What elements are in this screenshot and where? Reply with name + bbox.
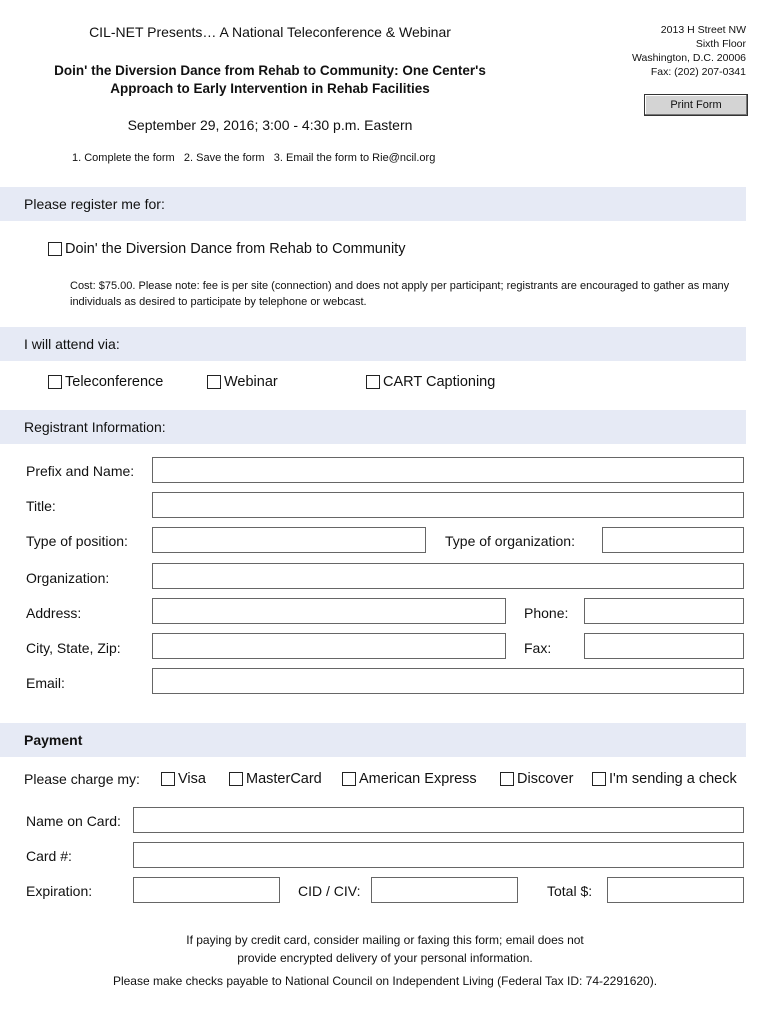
presents-heading: CIL-NET Presents… A National Teleconference & Webinar [89, 24, 451, 40]
position-type-field[interactable] [152, 527, 426, 553]
cart-captioning-label: CART Captioning [383, 374, 496, 390]
city-state-zip-field[interactable] [152, 633, 506, 659]
fax-label: Fax: [524, 640, 552, 656]
email-field[interactable] [152, 668, 744, 694]
email-label: Email: [26, 675, 65, 691]
address-label: Address: [26, 605, 82, 621]
register-option[interactable] [48, 241, 405, 257]
organization-field[interactable] [152, 563, 744, 589]
registrant-section-heading: Registrant Information: [0, 410, 746, 444]
payment-visa[interactable] [161, 771, 206, 787]
mailing-address [586, 23, 746, 79]
address-line1: 2013 H Street NW [660, 24, 746, 36]
title-label: Title: [26, 498, 56, 514]
credit-card-note [0, 931, 770, 967]
check-payable-note: Please make checks payable to National Council on Independent Living (Federal Tax ID: 74-2291620). [112, 974, 658, 988]
payment-discover[interactable] [500, 771, 573, 787]
attend-section-heading: I will attend via: [0, 327, 746, 361]
city-state-zip-label: City, State, Zip: [26, 640, 121, 656]
payment-mastercard[interactable] [229, 771, 322, 787]
total-field[interactable] [607, 877, 744, 903]
name-on-card-field[interactable] [133, 807, 744, 833]
webinar-label: Webinar [224, 374, 278, 390]
phone-label: Phone: [524, 605, 569, 621]
address-fax: Fax: (202) 207-0341 [650, 66, 746, 78]
discover-checkbox[interactable] [500, 772, 514, 786]
organization-type-label: Type of organization: [445, 533, 575, 549]
check-checkbox[interactable] [592, 772, 606, 786]
cid-field[interactable] [371, 877, 518, 903]
american-express-checkbox[interactable] [342, 772, 356, 786]
discover-label: Discover [517, 771, 574, 787]
address-line3: Washington, D.C. 20006 [631, 52, 746, 64]
title-field[interactable] [152, 492, 744, 518]
expiration-field[interactable] [133, 877, 280, 903]
charge-label: Please charge my: [24, 771, 140, 787]
visa-label: Visa [178, 771, 206, 787]
print-form-button[interactable]: Print Form [644, 94, 748, 116]
expiration-label: Expiration: [26, 883, 93, 899]
register-option-label: Doin' the Diversion Dance from Rehab to Community [65, 241, 406, 257]
organization-type-field[interactable] [602, 527, 744, 553]
card-number-label: Card #: [26, 848, 72, 864]
name-on-card-label: Name on Card: [26, 813, 121, 829]
event-title [0, 62, 540, 98]
fax-field[interactable] [584, 633, 744, 659]
payment-check[interactable] [592, 771, 737, 787]
event-title-line2: Approach to Early Intervention in Rehab Facilities [110, 81, 430, 96]
address-field[interactable] [152, 598, 506, 624]
register-section-heading: Please register me for: [0, 187, 746, 221]
card-number-field[interactable] [133, 842, 744, 868]
cost-note: Cost: $75.00. Please note: fee is per site (connection) and does not apply per participant; registrants are encouraged to gather as many individuals as desired to participate by telephone or webcast. [70, 280, 730, 308]
phone-field[interactable] [584, 598, 744, 624]
instructions: 1. Complete the form 2. Save the form 3. Email the form to Rie@ncil.org [72, 152, 436, 164]
credit-card-note-line2: provide encrypted delivery of your personal information. [237, 951, 533, 965]
address-line2: Sixth Floor [695, 38, 746, 50]
check-label: I'm sending a check [609, 771, 737, 787]
cid-label: CID / CIV: [298, 883, 361, 899]
american-express-label: American Express [359, 771, 477, 787]
payment-american-express[interactable] [342, 771, 477, 787]
prefix-name-field[interactable] [152, 457, 744, 483]
event-date: September 29, 2016; 3:00 - 4:30 p.m. Eastern [127, 117, 413, 133]
attend-teleconference[interactable] [48, 374, 163, 390]
mastercard-label: MasterCard [246, 771, 322, 787]
teleconference-label: Teleconference [65, 374, 164, 390]
webinar-checkbox[interactable] [207, 375, 221, 389]
event-title-line1: Doin' the Diversion Dance from Rehab to Community: One Center's [54, 63, 486, 78]
payment-section-heading: Payment [0, 723, 746, 757]
visa-checkbox[interactable] [161, 772, 175, 786]
cart-captioning-checkbox[interactable] [366, 375, 380, 389]
position-type-label: Type of position: [26, 533, 128, 549]
attend-webinar[interactable] [207, 374, 278, 390]
teleconference-checkbox[interactable] [48, 375, 62, 389]
mastercard-checkbox[interactable] [229, 772, 243, 786]
organization-label: Organization: [26, 570, 110, 586]
register-checkbox[interactable] [48, 242, 62, 256]
total-label: Total $: [547, 883, 593, 899]
credit-card-note-line1: If paying by credit card, consider mailing or faxing this form; email does not [186, 933, 584, 947]
prefix-name-label: Prefix and Name: [26, 463, 135, 479]
attend-cart-captioning[interactable] [366, 374, 495, 390]
